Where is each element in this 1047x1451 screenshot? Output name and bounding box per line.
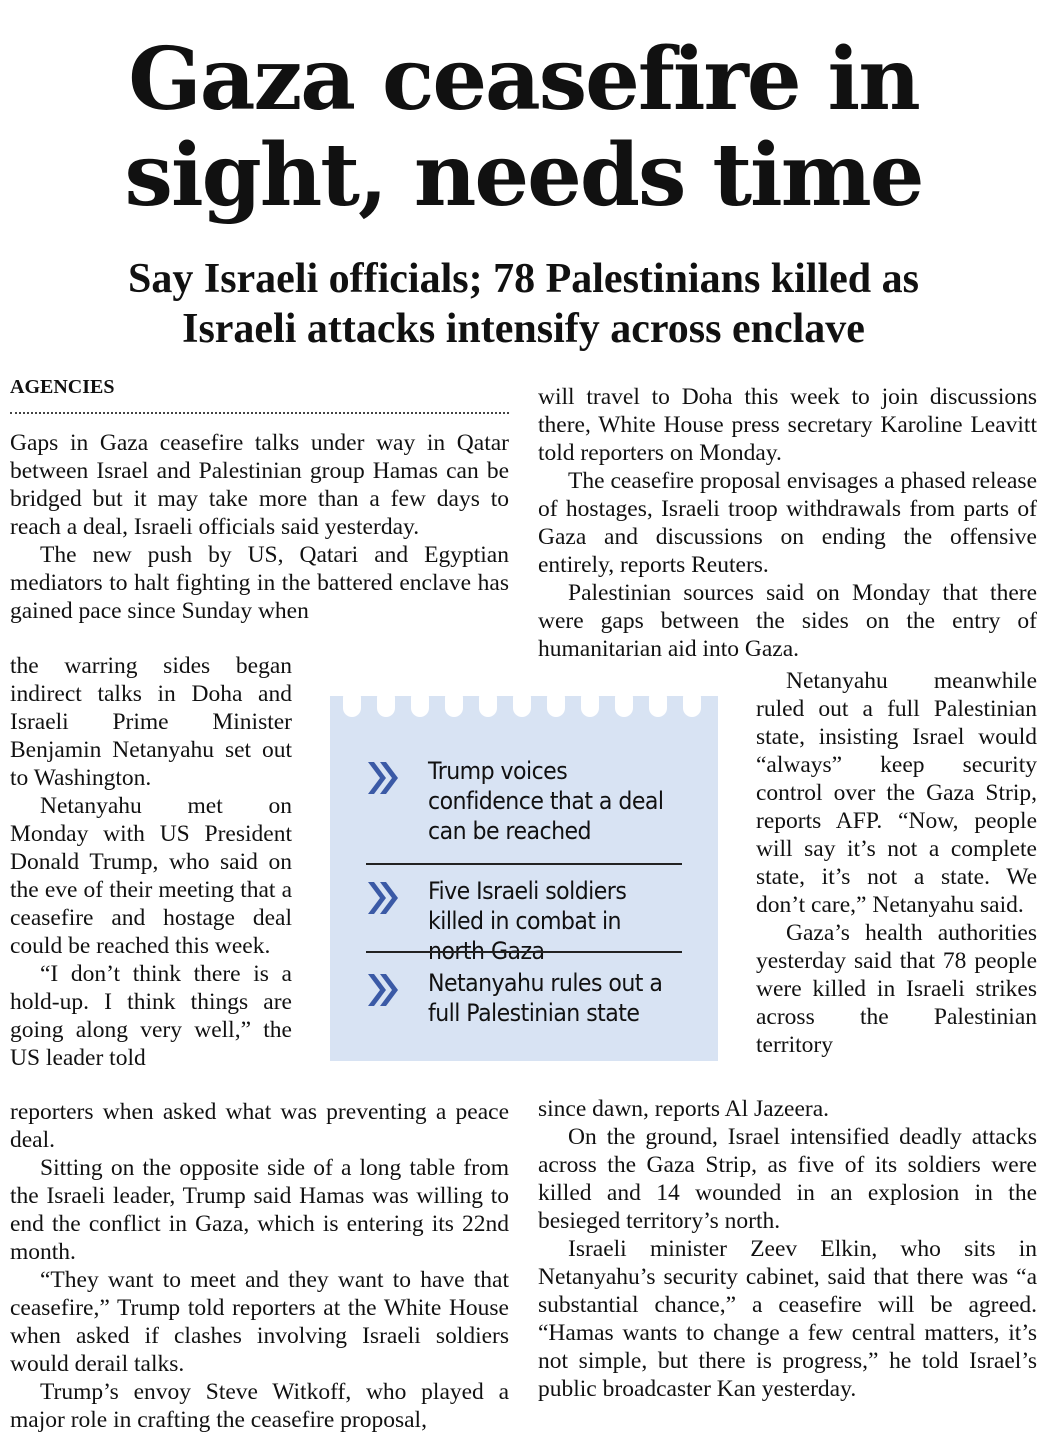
headline bbox=[0, 29, 1047, 226]
notepad-holes bbox=[330, 696, 718, 724]
paragraph: reporters when asked what was preventing a peace deal. bbox=[10, 1099, 509, 1153]
column-1-narrow bbox=[10, 652, 292, 1072]
highlight-item bbox=[366, 968, 682, 1038]
paragraph: Palestinian sources said on Monday that there were gaps between the sides on the entry of humanitarian aid into Gaza. bbox=[538, 580, 1037, 662]
divider bbox=[366, 863, 682, 865]
paragraph: Gaps in Gaza ceasefire talks under way in Qatar between Israel and Palestinian group Hamas can be bridged but it may take more than a few days to reach a deal, Israeli officials said yesterday. bbox=[10, 430, 509, 540]
paragraph: Trump’s envoy Steve Witkoff, who played a major role in crafting the ceasefire proposal, bbox=[10, 1379, 509, 1433]
divider bbox=[366, 951, 682, 953]
paragraph: Israeli minister Zeev Elkin, who sits in Netanyahu’s security cabinet, said that there was “a substantial chance,” a ceasefire will be agreed. “Hamas wants to change a few central matters, it’s not simple, but there is progress,” he told Israel’s public broadcaster Kan yesterday. bbox=[538, 1236, 1037, 1402]
headline-line-2: sight, needs time bbox=[124, 125, 923, 226]
highlight-item bbox=[366, 756, 682, 856]
highlight-text: Trump voices confidence that a deal can be reached bbox=[428, 757, 664, 845]
highlight-text: Netanyahu rules out a full Palestinian state bbox=[428, 969, 663, 1027]
column-2-bottom bbox=[538, 1095, 1037, 1403]
byline: AGENCIES bbox=[10, 376, 115, 398]
highlight-item bbox=[366, 876, 682, 965]
double-chevron-icon bbox=[366, 970, 400, 1010]
highlights-box bbox=[330, 696, 718, 1061]
subheadline-line-2: Israeli attacks intensify across enclave bbox=[182, 306, 865, 352]
column-2-narrow bbox=[756, 667, 1037, 1059]
highlight-text: Five Israeli soldiers killed in combat in north Gaza bbox=[428, 877, 627, 965]
subheadline bbox=[0, 254, 1047, 354]
paragraph: will travel to Doha this week to join discussions there, White House press secretary Karoline Leavitt told reporters on Monday. bbox=[538, 384, 1037, 466]
column-1-top bbox=[10, 429, 509, 625]
paragraph: “I don’t think there is a hold-up. I think things are going along very well,” the US leader told bbox=[10, 961, 292, 1071]
paragraph: The ceasefire proposal envisages a phased release of hostages, Israeli troop withdrawals from parts of Gaza and discussions on ending the offensive entirely, reports Reuters. bbox=[538, 468, 1037, 578]
headline-line-1: Gaza ceasefire in bbox=[128, 29, 919, 130]
paragraph: Netanyahu meanwhile ruled out a full Palestinian state, insisting Israel would “always” keep security control over the Gaza Strip, reports AFP. “Now, people will say it’s not a complete state, it’s not a state. We don’t care,” Netanyahu said. bbox=[756, 668, 1037, 918]
column-1-bottom bbox=[10, 1098, 509, 1434]
paragraph: Netanyahu met on Monday with US President Donald Trump, who said on the eve of their meeting that a ceasefire and hostage deal could be reached this week. bbox=[10, 793, 292, 959]
paragraph: Sitting on the opposite side of a long table from the Israeli leader, Trump said Hamas was willing to end the conflict in Gaza, which is entering its 22nd month. bbox=[10, 1155, 509, 1265]
paragraph: since dawn, reports Al Jazeera. bbox=[538, 1096, 830, 1122]
column-2-top bbox=[538, 383, 1037, 663]
dotted-divider bbox=[10, 412, 509, 414]
double-chevron-icon bbox=[366, 758, 400, 798]
paragraph: the warring sides began indirect talks in Doha and Israeli Prime Minister Benjamin Netanyahu set out to Washington. bbox=[10, 653, 292, 791]
paragraph: On the ground, Israel intensified deadly attacks across the Gaza Strip, as five of its soldiers were killed and 14 wounded in an explosion in the besieged territory’s north. bbox=[538, 1124, 1037, 1234]
double-chevron-icon bbox=[366, 878, 400, 918]
paragraph: “They want to meet and they want to have that ceasefire,” Trump told reporters at the White House when asked if clashes involving Israeli soldiers would derail talks. bbox=[10, 1267, 509, 1377]
subheadline-line-1: Say Israeli officials; 78 Palestinians killed as bbox=[127, 256, 920, 302]
paragraph: Gaza’s health authorities yesterday said that 78 people were killed in Israeli strikes across the Palestinian territory bbox=[756, 920, 1037, 1058]
paragraph: The new push by US, Qatari and Egyptian mediators to halt fighting in the battered enclave has gained pace since Sunday when bbox=[10, 542, 509, 624]
